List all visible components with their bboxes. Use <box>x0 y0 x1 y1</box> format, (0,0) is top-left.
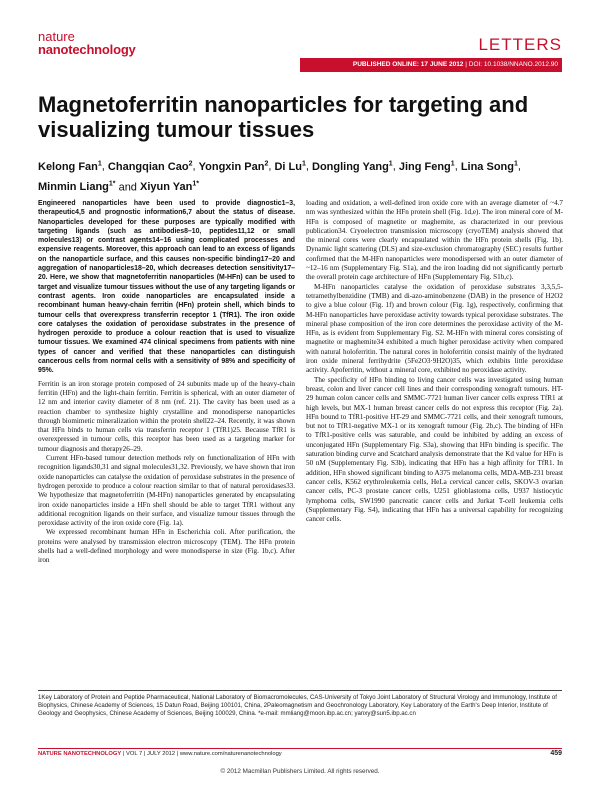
page-number: 459 <box>550 750 562 757</box>
page-footer <box>38 751 562 757</box>
author-affiliation-mark: 1 <box>97 160 102 167</box>
doi[interactable]: DOI: 10.1038/NNANO.2012.90 <box>468 61 558 68</box>
abstract-part-1: Engineered nanoparticles have been used to provide diagnostic1–3, therapeutic4,5 and prognostic information6,7 about the status of disease. Nanoparticles developed for these purposes are typically modified with targeting ligands (such as antibodies8–10, peptides11,12 or small molecules13) or contrast agents14–16 using complicated processes and expensive reagents. Moreover, this approach can lead to an excess of ligands on the nanoparticle surface, and this causes non-specific binding17–20 and aggregation of nanoparticles18–20, which decreases detection sensitivity17–20. Here, we show that magnetoferritin nanoparticles (M-HFn) can be used to target and visualize tumour tissues without the use of any targeting ligands or contrast agents. <box>38 200 295 300</box>
journal-logo-line2: nanotechnology <box>38 42 136 57</box>
author-name: Kelong Fan$^1$ <box>38 160 102 173</box>
author-affiliation-mark: 2 <box>188 160 193 167</box>
author-name: Minmin Liang$^{1*}$ <box>38 180 116 194</box>
footer-divider <box>38 748 562 749</box>
author-name: Yongxin Pan$^2$ <box>198 160 269 173</box>
section-label: LETTERS <box>478 35 562 54</box>
right-column <box>306 199 563 524</box>
author-name: Di Lu$^1$ <box>274 160 306 173</box>
journal-logo-line1: nature <box>38 29 75 44</box>
body-paragraph: Current HFn-based tumour detection methods rely on functionalization of HFn with recognition ligands30,31 and signal molecules31,32. Previously, we have shown that iron oxide nanoparticles can catalyse the oxidation of peroxidase substrates in the presence of hydrogen peroxide to produce a colour reaction similar to that of natural peroxidases33. We hypothesize that magnetoferritin (M-HFn) nanoparticles generated by encapsulating iron oxide nanoparticles inside a HFn shell should be able to target TfR1 without any additional recognition ligands on their surface, and visualize tumour tissues through the peroxidase activity of the iron oxide core (Fig. 1a). <box>38 454 295 528</box>
article-title: Magnetoferritin nanoparticles for targeting and visualizing tumour tissues <box>38 92 529 142</box>
author-name: Xiyun Yan$^{1*}$ <box>139 180 199 194</box>
author-affiliation-mark: 1* <box>192 180 199 188</box>
author-name: Lina Song$^1$ <box>460 160 518 173</box>
author-affiliation-mark: 1 <box>513 160 518 167</box>
publication-info-bar: PUBLISHED ONLINE: 17 JUNE 2012 | DOI: 10.1038/NNANO.2012.90 <box>300 58 562 72</box>
author-list: Kelong Fan$^1$, Changqian Cao$^2$, Yongxin Pan$^2$, Di Lu$^1$, Dongling Yang$^1$, Jing Feng$^1$, Lina Song$^1$, Minmin Liang$^{1*}$ and Xiyun Yan$^{1*}$ <box>38 160 521 194</box>
author-name: Dongling Yang$^1$ <box>312 160 393 173</box>
footnote-divider <box>38 690 562 691</box>
body-paragraph: loading and oxidation, a well-defined iron oxide core with an average diameter of ~4.7 nm was synthesized within the HFn protein shell (Fig. 1d,e). The iron mineral core of M-HFn is composed of magnetite or maghemite, as characterized in our previous publication34. Cryoelectron transmission microscopy (cryoTEM) analysis showed that the mineral cores were clearly encapsulated within the HFn protein shells (Fig. 1b). Dynamic light scattering (DLS) and size-exclusion chromatography (SEC) results further confirmed that the M-HFn nanoparticles were monodispersed with an outer diameter of ~12–16 nm (Supplementary Fig. S1a), and the iron loading did not significantly perturb the overall protein cage architecture of HFn (Supplementary Fig. S1b,c). <box>306 199 563 282</box>
abstract <box>38 199 295 376</box>
author-affiliation-mark: 2 <box>264 160 269 167</box>
author-affiliation-mark: 1* <box>108 180 116 188</box>
author-affiliation-mark: 1 <box>450 160 455 167</box>
author-name: Jing Feng$^1$ <box>398 160 455 173</box>
journal-logo <box>38 30 136 56</box>
author-affiliation-mark: 1 <box>301 160 306 167</box>
published-online-date: PUBLISHED ONLINE: 17 JUNE 2012 <box>352 61 464 68</box>
copyright-notice: © 2012 Macmillan Publishers Limited. All rights reserved. <box>220 768 380 775</box>
footer-issue-info: | VOL 7 | JULY 2012 | www.nature.com/naturenanotechnology <box>121 751 282 757</box>
author-affiliation-mark: 1 <box>388 160 393 167</box>
left-column <box>38 199 295 566</box>
body-paragraph: Ferritin is an iron storage protein composed of 24 subunits made up of the heavy-chain ferritin (HFn) and the light-chain ferritin. Ferritin is spherical, with an outer diameter of 12 nm and interior cavity diameter of 8 nm (ref. 21). The cavity has been used as a reaction chamber to synthesize highly crystalline and monodisperse nanoparticles through biomimetic mineralization within the protein shell22–24. Recently, it was shown that HFn binds to human cells via transferrin receptor 1 (TfR1)25. Because TfR1 is overexpressed in tumour cells, this receptor has been used as a targeting marker for tumour diagnosis and therapy26–29. <box>38 379 295 453</box>
abstract-part-2: Iron oxide nanoparticles are encapsulated inside a recombinant human heavy-chain ferritin (HFn) protein shell, which binds to tumour cells that overexpress transferrin receptor 1 (TfR1). The iron oxide core catalyses the oxidation of peroxidase substrates in the presence of hydrogen peroxide to produce a colour reaction that is used to visualize tumour tissues. We examined 474 clinical specimens from patients with nine types of cancer and verified that these nanoparticles can distinguish cancerous cells from normal cells with a sensitivity of 98% and specificity of 95%. <box>38 292 295 375</box>
body-paragraph: The specificity of HFn binding to living cancer cells was investigated using human breast, colon and liver cancer cell lines and their corresponding xenograft tumours. HT-29 human colon cancer cells and SMMC-7721 human liver cancer cells express TfR1 at high levels, but MX-1 human breast cancer cells do not express this receptor (Fig. 2a). HFn bound to TfR1-positive HT-29 and SMMC-7721 cells, and their xenograft tumours, but not to TfR1-negative MX-1 or its xenograft tumour (Fig. 2b,c). The binding of HFn to TfR1-positive cells was saturable, and could be inhibited by adding an excess of unconjugated HFn (Supplementary Fig. S3a), showing that HFn binding is specific. The saturation binding curve and Scatchard analysis demonstrate that the Kd value for HFn is 50 nM (Supplementary Fig. S3b), indicating that HFn has a high affinity for TfR1. In addition, HFn showed significant binding to A375 melanoma cells, MDA-MB-231 breast cancer cells, K562 erythroleukemia cells, HeLa cervical cancer cells, SKOV-3 ovarian cancer cells, PC-3 prostate cancer cells, U251 glioblastoma cells, U937 histiocytic lymphoma cells, SW1990 pancreatic cancer cells and Jurkat T-cell leukemia cells (Supplementary Fig. S4), indicating that HFn has a universal capability for recognizing cancer cells. <box>306 375 563 524</box>
body-paragraph: M-HFn nanoparticles catalyse the oxidation of peroxidase substrates 3,3,5,5-tetramethylbenzidine (TMB) and di-azo-aminobenzene (DAB) in the presence of H2O2 to give a blue colour (Fig. 1f) and brown colour (Fig. 1g), respectively, confirming that M-HFn nanoparticles have peroxidase activity towards typical peroxidase substrates. The mineral phase composition of the iron core determines the peroxidase activity of the M-HFn, as is evident from Supplementary Fig. S2. M-HFn with mineral cores consisting of magnetite or maghemite34 exhibited a much higher peroxidase activity when compared with natural holoferritin. The natural cores in holoferritin consist mainly of the hydrated iron oxide mineral ferrihydrite (5Fe2O3·9H2O)35, which exhibits little peroxidase activity. Apoferritin, without a mineral core, exhibited no peroxidase activity. <box>306 282 563 375</box>
footer-journal-name: NATURE NANOTECHNOLOGY <box>38 751 122 757</box>
author-name: Changqian Cao$^2$ <box>107 160 193 173</box>
affiliations-footnote: 1Key Laboratory of Protein and Peptide Pharmaceutical, National Laboratory of Biomacromolecules, CAS-University of Tokyo Joint Laboratory of Structural Virology and Immunology, Institute of Biophysics, Chinese Academy of Sciences, 15 Datun Road, Beijing 100101, China, 2Paleomagnetism and Geochronology Laboratory, Key Laboratory of the Earth's Deep Interior, Institute of Geology and Geophysics, Chinese Academy of Sciences, Beijing 100029, China. *e-mail: mmliang@moon.ibp.ac.cn; yanxy@sun5.ibp.ac.cn <box>38 694 557 717</box>
body-paragraph: We expressed recombinant human HFn in Escherichia coli. After purification, the proteins were analysed by transmission electron microscopy (TEM). The HFn protein shells had a well-defined morphology and were monodisperse in size (Fig. 1b,c). After iron <box>38 528 295 565</box>
